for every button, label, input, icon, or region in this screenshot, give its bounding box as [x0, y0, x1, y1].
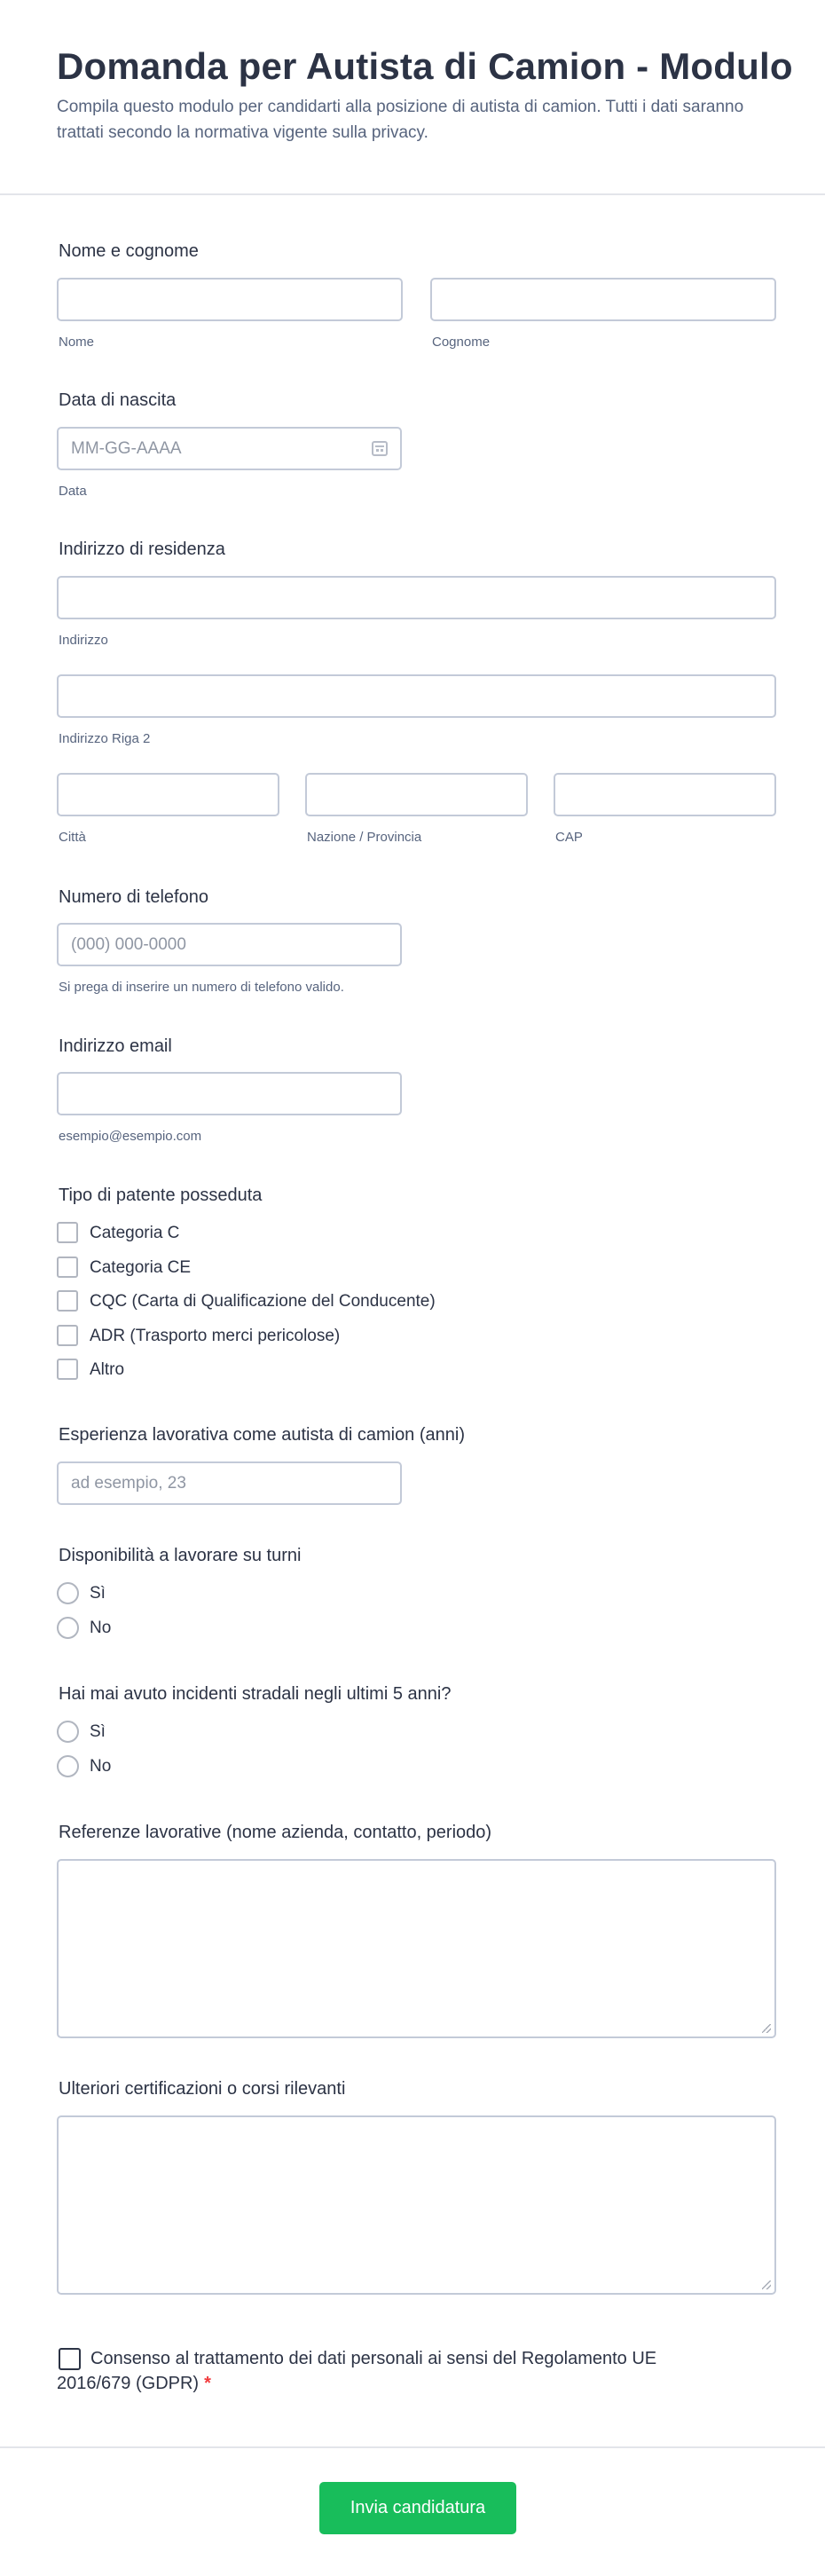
- birthdate-placeholder: MM-GG-AAAA: [71, 439, 182, 458]
- resize-handle-icon[interactable]: [762, 2024, 771, 2033]
- address-line2-sublabel: Indirizzo Riga 2: [59, 731, 151, 746]
- shifts-option-label: No: [90, 1619, 112, 1637]
- shifts-option-label: Sì: [90, 1584, 106, 1603]
- checkbox[interactable]: [57, 1290, 78, 1312]
- license-option-label: CQC (Carta di Qualificazione del Conducente): [90, 1292, 436, 1311]
- license-option-label: Categoria CE: [90, 1258, 192, 1277]
- last-name-input[interactable]: [430, 278, 776, 321]
- license-option-label: Altro: [90, 1360, 125, 1379]
- footer-divider: [0, 2446, 825, 2448]
- references-label: Referenze lavorative (nome azienda, contatto, periodo): [59, 1823, 492, 1842]
- phone-input[interactable]: [57, 923, 402, 966]
- first-name-input[interactable]: [57, 278, 403, 321]
- state-input[interactable]: [305, 773, 528, 816]
- email-label: Indirizzo email: [59, 1036, 172, 1056]
- phone-placeholder: (000) 000-0000: [71, 935, 186, 954]
- state-sublabel: Nazione / Provincia: [307, 830, 422, 845]
- zip-input[interactable]: [554, 773, 776, 816]
- accidents-label: Hai mai avuto incidenti stradali negli ultimi 5 anni?: [59, 1684, 452, 1704]
- page-title: Domanda per Autista di Camion - Modulo: [57, 45, 793, 87]
- accidents-option-label: Sì: [90, 1722, 106, 1741]
- certifications-textarea[interactable]: [57, 2115, 776, 2295]
- experience-label: Esperienza lavorativa come autista di camion (anni): [59, 1425, 465, 1445]
- city-input[interactable]: [57, 773, 279, 816]
- address-line1-input[interactable]: [57, 576, 776, 619]
- form-header: [0, 0, 825, 195]
- consent-text-line2-wrap: [57, 2371, 211, 2396]
- consent-text-line1: Consenso al trattamento dei dati personali ai sensi del Regolamento UE: [90, 2349, 657, 2368]
- radio-button[interactable]: [57, 1582, 79, 1604]
- checkbox[interactable]: [57, 1222, 78, 1243]
- radio-button[interactable]: [57, 1721, 79, 1743]
- resize-handle-icon[interactable]: [762, 2281, 771, 2289]
- email-input[interactable]: [57, 1072, 402, 1115]
- submit-button[interactable]: Invia candidatura: [319, 2482, 516, 2534]
- radio-button[interactable]: [57, 1617, 79, 1639]
- license-option-label: Categoria C: [90, 1224, 180, 1242]
- birthdate-input[interactable]: [57, 427, 402, 470]
- phone-label: Numero di telefono: [59, 887, 208, 907]
- checkbox[interactable]: [57, 1359, 78, 1380]
- birthdate-label: Data di nascita: [59, 390, 177, 410]
- address-line2-input[interactable]: [57, 674, 776, 718]
- checkbox[interactable]: [57, 1256, 78, 1278]
- license-label: Tipo di patente posseduta: [59, 1186, 263, 1205]
- required-mark: *: [204, 2374, 211, 2393]
- checkbox[interactable]: [57, 1325, 78, 1346]
- address-line1-sublabel: Indirizzo: [59, 633, 108, 648]
- consent-field[interactable]: [57, 2346, 784, 2393]
- zip-sublabel: CAP: [555, 830, 583, 845]
- shifts-label: Disponibilità a lavorare su turni: [59, 1546, 302, 1565]
- city-sublabel: Città: [59, 830, 86, 845]
- references-textarea[interactable]: [57, 1859, 776, 2038]
- name-label: Nome e cognome: [59, 241, 199, 261]
- experience-input[interactable]: [57, 1461, 402, 1505]
- first-name-sublabel: Nome: [59, 335, 95, 350]
- consent-checkbox[interactable]: [59, 2348, 81, 2370]
- phone-sublabel: Si prega di inserire un numero di telefono valido.: [59, 980, 344, 995]
- last-name-sublabel: Cognome: [432, 335, 491, 350]
- license-option-label: ADR (Trasporto merci pericolose): [90, 1327, 341, 1345]
- page-subtitle: Compila questo modulo per candidarti alla posizione di autista di camion. Tutti i dati saranno trattati secondo la normativa vigente sulla privacy.: [57, 98, 744, 142]
- birthdate-sublabel: Data: [59, 484, 87, 499]
- accidents-option-label: No: [90, 1757, 112, 1776]
- address-label: Indirizzo di residenza: [59, 540, 225, 559]
- certifications-label: Ulteriori certificazioni o corsi rilevanti: [59, 2079, 346, 2099]
- email-sublabel: esempio@esempio.com: [59, 1129, 202, 1144]
- experience-placeholder: ad esempio, 23: [71, 1474, 186, 1493]
- calendar-icon[interactable]: [372, 441, 388, 456]
- consent-text-line2: 2016/679 (GDPR): [57, 2374, 200, 2393]
- radio-button[interactable]: [57, 1755, 79, 1777]
